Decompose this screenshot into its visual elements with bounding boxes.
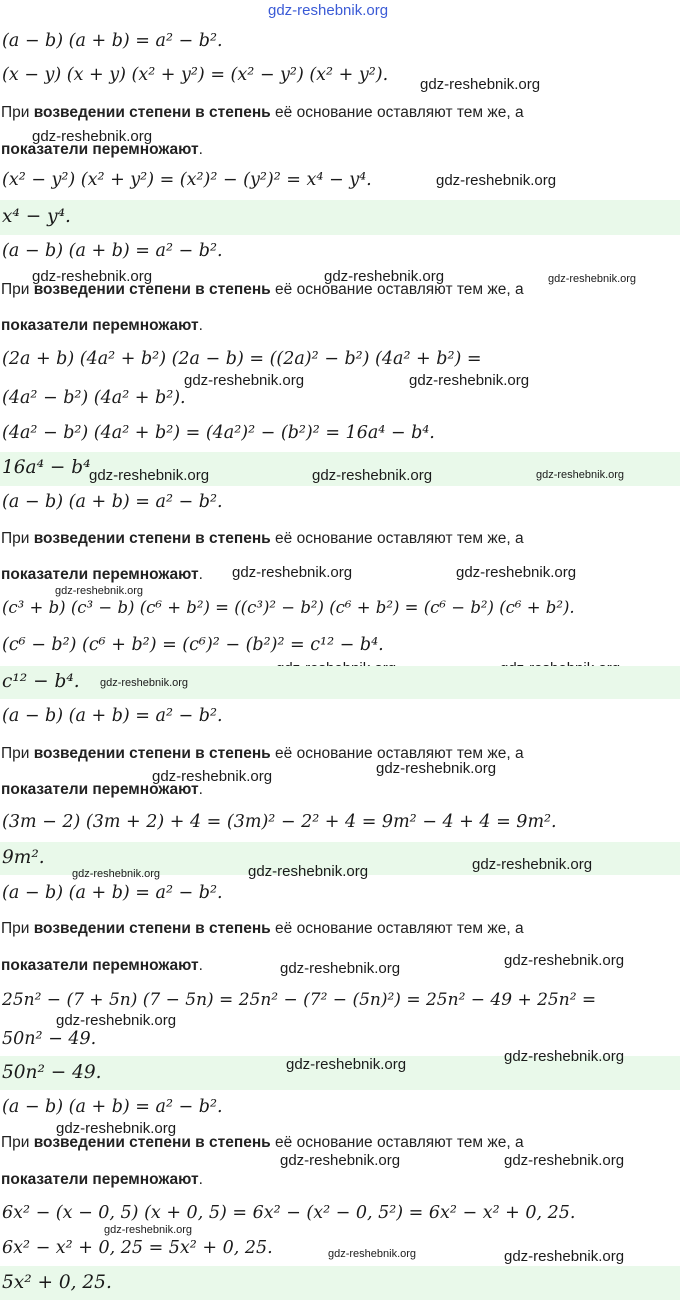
rule-line-2: показатели перемножают. bbox=[1, 317, 203, 334]
watermark: gdz-reshebnik.org bbox=[32, 128, 153, 145]
identity-line: (a − b) (a + b) = a² − b². bbox=[2, 1097, 223, 1117]
identity-line: (a − b) (a + b) = a² − b². bbox=[2, 492, 223, 512]
watermark: gdz-reshebnik.org bbox=[152, 768, 273, 785]
watermark: gdz-reshebnik.org bbox=[472, 856, 593, 873]
watermark: gdz-reshebnik.org bbox=[504, 1248, 625, 1265]
watermark: gdz-reshebnik.org bbox=[89, 467, 210, 484]
watermark: gdz-reshebnik.org bbox=[55, 585, 144, 597]
watermark: gdz-reshebnik.org bbox=[184, 372, 305, 389]
identity-line: (a − b) (a + b) = a² − b². bbox=[2, 241, 223, 261]
watermark: gdz-reshebnik.org bbox=[376, 760, 497, 777]
watermark: gdz-reshebnik.org bbox=[536, 469, 625, 481]
answer-box bbox=[0, 1266, 680, 1300]
watermark: gdz-reshebnik.org bbox=[104, 1224, 193, 1236]
solution-step: 50n² − 49. bbox=[2, 1029, 97, 1049]
watermark: gdz-reshebnik.org bbox=[436, 172, 557, 189]
watermark: gdz-reshebnik.org bbox=[420, 76, 541, 93]
answer-text: c¹² − b⁴. bbox=[2, 671, 80, 692]
watermark: gdz-reshebnik.org bbox=[56, 1120, 177, 1137]
solution-step: (x − y) (x + y) (x² + y²) = (x² − y²) (x² + y²). bbox=[2, 65, 389, 85]
watermark: gdz-reshebnik.org bbox=[232, 564, 353, 581]
solution-step: (c⁶ − b²) (c⁶ + b²) = (c⁶)² − (b²)² = c¹² − b⁴. bbox=[2, 635, 384, 655]
rule-line-1: При возведении степени в степень её основание оставляют тем же, а bbox=[1, 1134, 524, 1151]
solution-step: 6x² − (x − 0, 5) (x + 0, 5) = 6x² − (x² − 0, 5²) = 6x² − x² + 0, 25. bbox=[2, 1203, 576, 1223]
watermark: gdz-reshebnik.org bbox=[280, 1152, 401, 1169]
watermark: gdz-reshebnik.org bbox=[100, 677, 189, 689]
watermark: gdz-reshebnik.org bbox=[32, 268, 153, 285]
watermark: gdz-reshebnik.org bbox=[72, 868, 161, 880]
solution-step: (4a² − b²) (4a² + b²) = (4a²)² − (b²)² = 16a⁴ − b⁴. bbox=[2, 423, 435, 443]
watermark: gdz-reshebnik.org bbox=[286, 1056, 407, 1073]
answer-text: 50n² − 49. bbox=[2, 1062, 102, 1083]
solution-step: 25n² − (7 + 5n) (7 − 5n) = 25n² − (7² − (5n)²) = 25n² − 49 + 25n² = bbox=[2, 990, 597, 1010]
solution-step: (2a + b) (4a² + b²) (2a − b) = ((2a)² − b²) (4a² + b²) = bbox=[2, 349, 482, 369]
identity-line: (a − b) (a + b) = a² − b². bbox=[2, 883, 223, 903]
solution-step: 6x² − x² + 0, 25 = 5x² + 0, 25. bbox=[2, 1238, 273, 1258]
watermark: gdz-reshebnik.org bbox=[248, 863, 369, 880]
solution-step: (4a² − b²) (4a² + b²). bbox=[2, 388, 186, 408]
answer-text: x⁴ − y⁴. bbox=[2, 206, 71, 227]
answer-text: 5x² + 0, 25. bbox=[2, 1272, 112, 1293]
watermark: gdz-reshebnik.org bbox=[328, 1248, 417, 1260]
watermark: gdz-reshebnik.org bbox=[548, 273, 637, 285]
rule-line-1: При возведении степени в степень её основание оставляют тем же, а bbox=[1, 745, 524, 762]
solution-step: (c³ + b) (c³ − b) (c⁶ + b²) = ((c³)² − b²) (c⁶ + b²) = (c⁶ − b²) (c⁶ + b²). bbox=[2, 598, 575, 617]
watermark: gdz-reshebnik.org bbox=[504, 952, 625, 969]
rule-line-2: показатели перемножают. bbox=[1, 566, 203, 583]
rule-line-2: показатели перемножают. bbox=[1, 957, 203, 974]
watermark: gdz-reshebnik.org bbox=[504, 1048, 625, 1065]
rule-line-1: При возведении степени в степень её основание оставляют тем же, а bbox=[1, 104, 524, 121]
watermark: gdz-reshebnik.org bbox=[409, 372, 530, 389]
answer-box bbox=[0, 200, 680, 235]
watermark: gdz-reshebnik.org bbox=[56, 1012, 177, 1029]
watermark: gdz-reshebnik.org bbox=[280, 960, 401, 977]
watermark: gdz-reshebnik.org bbox=[324, 268, 445, 285]
rule-line-2: показатели перемножают. bbox=[1, 781, 203, 798]
solution-step: (3m − 2) (3m + 2) + 4 = (3m)² − 2² + 4 = 9m² − 4 + 4 = 9m². bbox=[2, 812, 557, 832]
answer-text: 16a⁴ − b⁴ bbox=[2, 457, 91, 478]
watermark: gdz-reshebnik.org bbox=[504, 1152, 625, 1169]
watermark: gdz-reshebnik.org bbox=[312, 467, 433, 484]
rule-line-2: показатели перемножают. bbox=[1, 1171, 203, 1188]
answer-text: 9m². bbox=[2, 847, 45, 868]
identity-line: (a − b) (a + b) = a² − b². bbox=[2, 706, 223, 726]
rule-line-2: показатели перемножают. bbox=[1, 141, 203, 158]
rule-line-1: При возведении степени в степень её основание оставляют тем же, а bbox=[1, 281, 524, 298]
rule-line-1: При возведении степени в степень её основание оставляют тем же, а bbox=[1, 530, 524, 547]
watermark: gdz-reshebnik.org bbox=[268, 2, 389, 19]
solution-step: (x² − y²) (x² + y²) = (x²)² − (y²)² = x⁴ − y⁴. bbox=[2, 170, 372, 190]
identity-line: (a − b) (a + b) = a² − b². bbox=[2, 31, 223, 51]
watermark: gdz-reshebnik.org bbox=[456, 564, 577, 581]
rule-line-1: При возведении степени в степень её основание оставляют тем же, а bbox=[1, 920, 524, 937]
